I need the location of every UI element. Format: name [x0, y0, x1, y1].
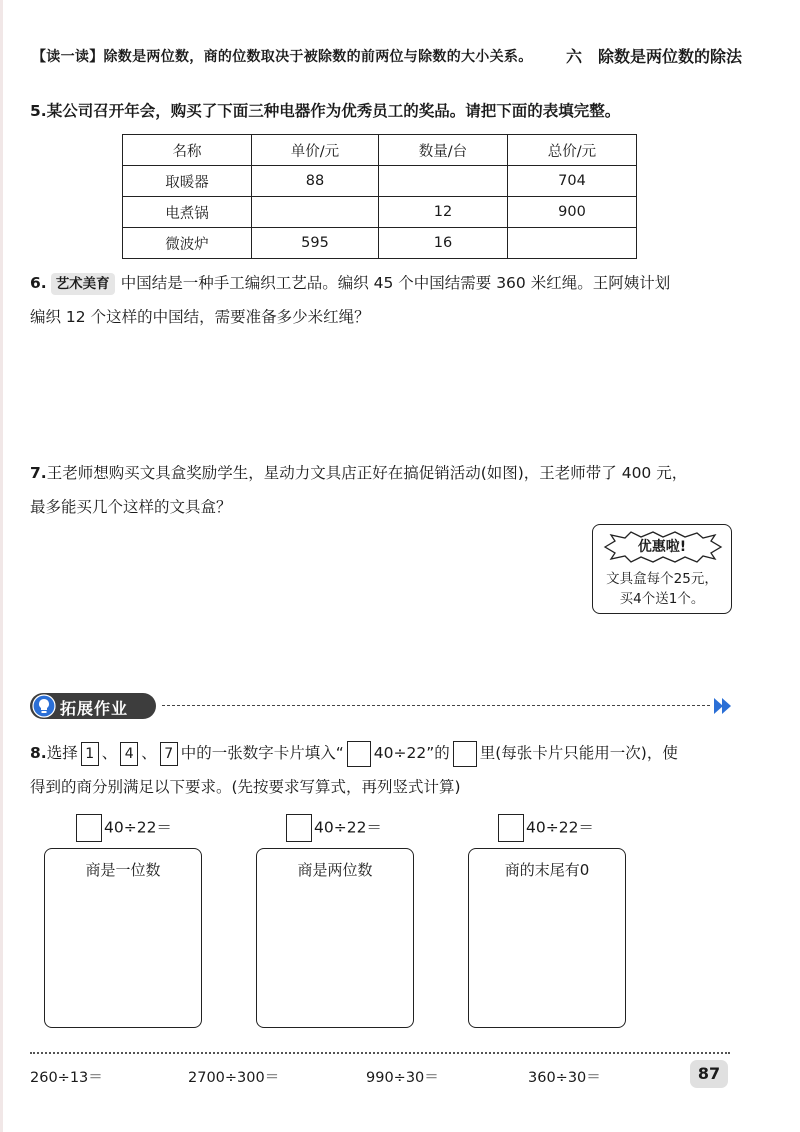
table-row: [123, 197, 637, 228]
oral-calc-3: 990÷30＝: [366, 1070, 439, 1086]
promo-line: 买4个送1个。: [619, 591, 705, 607]
equation-2: [286, 814, 382, 842]
answer-box-label: 商是一位数: [85, 861, 161, 879]
question-8: [30, 736, 750, 804]
equation-text: 40÷22＝: [314, 818, 382, 837]
answer-blank[interactable]: [498, 814, 524, 842]
question-number: 5.: [30, 102, 47, 120]
table-cell: 595: [252, 228, 379, 259]
equation-3: [498, 814, 594, 842]
extension-label-pill: [30, 693, 156, 719]
table-cell: 704: [508, 166, 637, 197]
table-cell: 88: [252, 166, 379, 197]
question-number: 7.: [30, 464, 47, 482]
question-text: 某公司召开年会，购买了下面三种电器作为优秀员工的奖品。请把下面的表填完整。: [46, 102, 621, 120]
page-edge: [0, 0, 3, 1132]
promo-title: 优惠啦!: [637, 539, 687, 555]
question-text: 最多能买几个这样的文具盒？: [30, 498, 232, 516]
question-text: 里(每张卡片只能用一次)，使: [479, 744, 678, 762]
question-number: 8.: [30, 744, 47, 762]
answer-box-trailing-zero[interactable]: [468, 848, 626, 1028]
separator: 、: [101, 744, 118, 762]
table-cell-blank[interactable]: [379, 166, 508, 197]
unit-title: 六 除数是两位数的除法: [566, 47, 743, 66]
oral-calc-4: 360÷30＝: [528, 1070, 601, 1086]
table-row: [123, 228, 637, 259]
question-text: 40÷22”的: [373, 744, 450, 762]
blank-box: [453, 741, 477, 767]
table-row: [123, 166, 637, 197]
question-text: 编织 12 个这样的中国结，需要准备多少米红绳？: [30, 308, 370, 326]
blank-box: [347, 741, 371, 767]
page-number: 87: [690, 1060, 728, 1088]
table-header-row: [123, 135, 637, 166]
table-cell: 16: [379, 228, 508, 259]
digit-card: 4: [120, 742, 138, 766]
dashed-divider: [162, 705, 710, 706]
column-header: 总价/元: [508, 135, 637, 166]
column-header: 名称: [123, 135, 252, 166]
question-text: 中的一张数字卡片填入“: [180, 744, 344, 762]
question-text: 得到的商分别满足以下要求。(先按要求写算式，再列竖式计算): [30, 778, 461, 796]
answer-box-label: 商的末尾有0: [504, 861, 590, 879]
answer-box-one-digit[interactable]: [44, 848, 202, 1028]
table-cell-blank[interactable]: [508, 228, 637, 259]
reading-tip: 【读一读】除数是两位数，商的位数取决于被除数的前两位与除数的大小关系。: [32, 49, 533, 65]
question-text: 选择: [46, 744, 78, 762]
answer-box-two-digit[interactable]: [256, 848, 414, 1028]
double-arrow-icon: [714, 698, 732, 714]
digit-card: 1: [81, 742, 99, 766]
table-cell-blank[interactable]: [252, 197, 379, 228]
question-5: [30, 94, 750, 128]
question-text: 王老师想购买文具盒奖励学生，星动力文具店正好在搞促销活动(如图)，王老师带了 400 元，: [46, 464, 688, 482]
column-header: 单价/元: [252, 135, 379, 166]
oral-calc-1: 260÷13＝: [30, 1070, 103, 1086]
question-number: 6.: [30, 274, 47, 292]
table-cell: 微波炉: [123, 228, 252, 259]
separator: 、: [141, 744, 157, 762]
art-education-tag: 艺术美育: [51, 273, 115, 295]
oral-calc-2: 2700÷300＝: [188, 1070, 280, 1086]
question-text: 中国结是一种手工编织工艺品。编织 45 个中国结需要 360 米红绳。王阿姨计划: [120, 274, 671, 292]
lightbulb-icon: [32, 694, 56, 718]
promotion-poster: [592, 524, 732, 614]
answer-box-label: 商是两位数: [297, 861, 373, 879]
extension-section-bar: [30, 693, 730, 721]
column-header: 数量/台: [379, 135, 508, 166]
prize-table: [122, 134, 637, 259]
question-7: [30, 456, 750, 524]
answer-blank[interactable]: [76, 814, 102, 842]
table-cell: 取暖器: [123, 166, 252, 197]
table-cell: 电煮锅: [123, 197, 252, 228]
equation-1: [76, 814, 172, 842]
table-cell: 12: [379, 197, 508, 228]
table-cell: 900: [508, 197, 637, 228]
question-6: [30, 266, 750, 334]
footer-dotted-line: [30, 1052, 730, 1054]
promo-line: 文具盒每个25元，: [606, 571, 718, 587]
extension-title: 拓展作业: [60, 699, 129, 718]
answer-blank[interactable]: [286, 814, 312, 842]
promo-text: [593, 569, 731, 609]
equation-text: 40÷22＝: [104, 818, 172, 837]
equation-text: 40÷22＝: [526, 818, 594, 837]
digit-card: 7: [160, 742, 178, 766]
